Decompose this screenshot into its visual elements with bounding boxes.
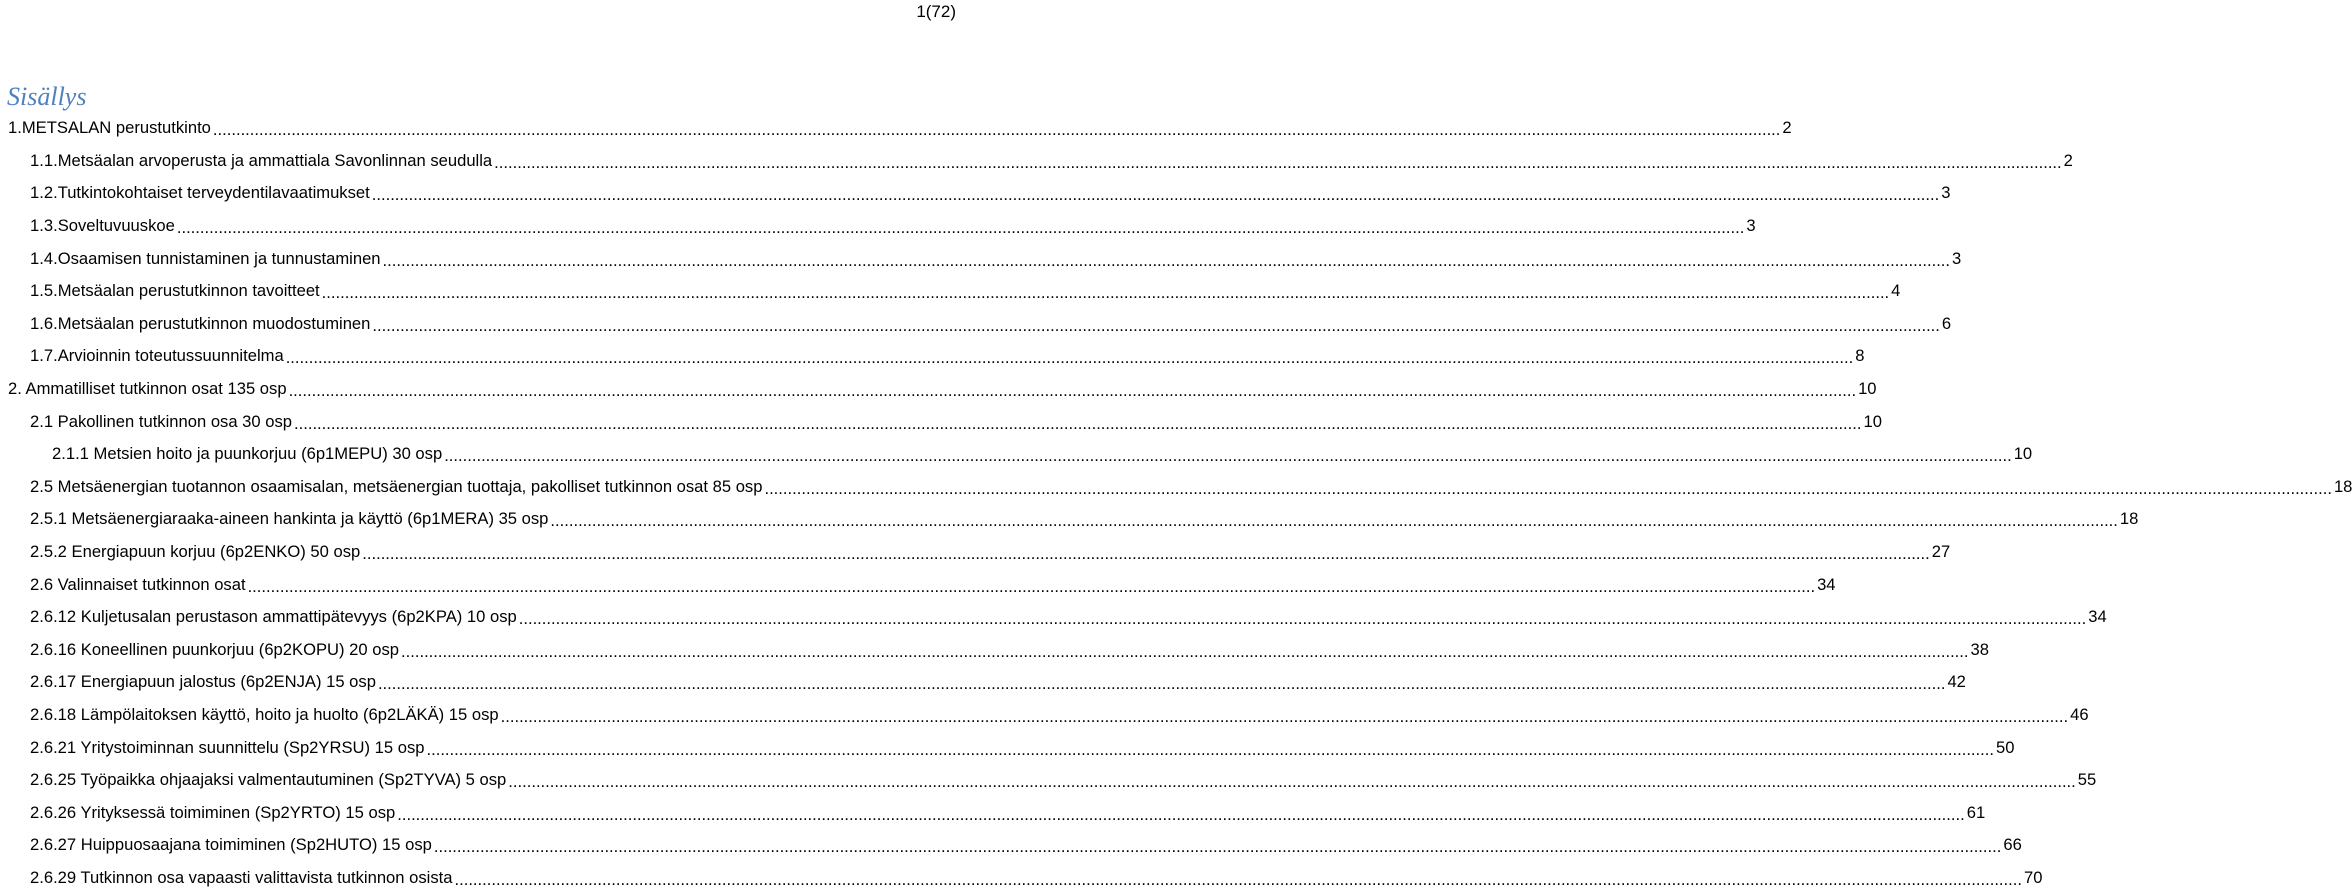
- toc-entry-number: 1.2.: [30, 183, 58, 203]
- toc-entry-title: Metsäalan perustutkinnon tavoitteet: [57, 281, 320, 301]
- dot-leader: [372, 187, 1940, 203]
- toc-entry[interactable]: [30, 666, 1966, 699]
- toc-entry[interactable]: [8, 373, 1877, 406]
- dot-leader: [177, 220, 1745, 236]
- dot-leader: [501, 709, 2069, 725]
- toc-entry-page: 46: [2070, 705, 2089, 725]
- dot-leader: [286, 350, 1854, 366]
- toc-title: Sisällys: [7, 82, 87, 111]
- toc-entry-number: 1.6.: [30, 313, 58, 333]
- toc-entry[interactable]: [30, 471, 2352, 504]
- toc-entry-page: 18: [2333, 476, 2352, 496]
- toc-entry-page: 66: [2003, 835, 2022, 855]
- toc-entry-title: 2.6.16 Koneellinen puunkorjuu (6p2KOPU) 20 osp: [30, 639, 400, 659]
- toc-entry-title: 2.6.17 Energiapuun jalostus (6p2ENJA) 15 osp: [30, 672, 376, 692]
- toc-entry[interactable]: [30, 764, 2097, 797]
- dot-leader: [444, 448, 2012, 464]
- toc-entry-title: 2.5 Metsäenergian tuotannon osaamisalan, metsäenergian tuottaja, pakolliset tutkinnon osat 85 osp: [30, 476, 763, 496]
- toc-entry-page: 38: [1970, 639, 1989, 659]
- toc-entry-title: 2.1 Pakollinen tutkinnon osa 30 osp: [30, 411, 292, 431]
- dot-leader: [322, 285, 1890, 301]
- dot-leader: [494, 155, 2062, 171]
- toc-entry[interactable]: [30, 275, 1901, 308]
- dot-leader: [401, 644, 1969, 660]
- toc-entry-title: 2.6.27 Huippuosaajana toimiminen (Sp2HUTO) 15 osp: [30, 835, 432, 855]
- toc-entry-number: 1.1.: [30, 150, 58, 170]
- toc-entry-page: 2: [1782, 118, 1792, 138]
- toc-entry-title: Metsäalan arvoperusta ja ammattiala Savonlinnan seudulla: [57, 150, 493, 170]
- toc-entry[interactable]: [30, 536, 1951, 569]
- toc-entry-page: 70: [2023, 868, 2043, 888]
- toc-entry[interactable]: [30, 308, 1952, 341]
- toc-entry[interactable]: [30, 862, 2043, 895]
- toc-entry-title: Arvioinnin toteutussuunnitelma: [57, 346, 284, 366]
- toc-entry-title: 2.5.1 Metsäenergiaraaka-aineen hankinta ja käyttö (6p1MERA) 35 osp: [30, 509, 549, 529]
- toc-entry-title: 2.6 Valinnaiset tutkinnon osat: [30, 574, 246, 594]
- dot-leader: [397, 807, 1965, 823]
- toc-entry[interactable]: [52, 438, 2033, 471]
- dot-leader: [426, 742, 1994, 758]
- toc-entry-page: 61: [1966, 802, 1986, 822]
- toc-entry-title: Tutkintokohtaiset terveydentilavaatimukset: [57, 183, 370, 203]
- toc-entry-title: 2.6.18 Lämpölaitoksen käyttö, hoito ja huolto (6p2LÄKÄ) 15 osp: [30, 705, 499, 725]
- toc-entry-page: 50: [1995, 737, 2015, 757]
- dot-leader: [519, 611, 2087, 627]
- toc-entry-title: 2.6.12 Kuljetusalan perustason ammattipätevyys (6p2KPA) 10 osp: [30, 607, 517, 627]
- toc-entry[interactable]: [30, 797, 1986, 830]
- toc-entry-title: METSALAN perustutkinto: [21, 118, 211, 138]
- dot-leader: [372, 318, 1940, 334]
- toc-entry-number: 1.5.: [30, 281, 58, 301]
- dot-leader: [550, 513, 2118, 529]
- toc-entry-page: 10: [2013, 444, 2033, 464]
- toc-entry-number: 1.3.: [30, 216, 58, 236]
- toc-entry-number: 1.7.: [30, 346, 58, 366]
- dot-leader: [383, 253, 1951, 269]
- dot-leader: [362, 546, 1930, 562]
- toc-entry-page: 34: [2088, 607, 2107, 627]
- toc-entry[interactable]: [30, 731, 2015, 764]
- dot-leader: [434, 839, 2002, 855]
- toc-entry[interactable]: [30, 340, 1865, 373]
- dot-leader: [294, 416, 1862, 432]
- toc-entry[interactable]: [30, 210, 1756, 243]
- dot-leader: [508, 774, 2076, 790]
- toc-entry[interactable]: [30, 699, 2089, 732]
- toc-entry[interactable]: [30, 829, 2022, 862]
- page-number: 1(72): [916, 2, 956, 21]
- toc-entry[interactable]: [30, 242, 1962, 275]
- toc-entry[interactable]: [30, 405, 1882, 438]
- toc-entry-page: 3: [1941, 183, 1951, 203]
- dot-leader: [764, 481, 2332, 497]
- toc-entry-title: 2.1.1 Metsien hoito ja puunkorjuu (6p1MEPU) 30 osp: [52, 444, 443, 464]
- toc-entry-number: 1.4.: [30, 248, 58, 268]
- dot-leader: [454, 872, 2022, 888]
- dot-leader: [289, 383, 1857, 399]
- toc-entry-title: 2.6.25 Työpaikka ohjaajaksi valmentautuminen (Sp2TYVA) 5 osp: [30, 770, 507, 790]
- toc-entry-page: 10: [1858, 379, 1877, 399]
- toc-entry-title: 2. Ammatilliset tutkinnon osat 135 osp: [8, 379, 287, 399]
- dot-leader: [378, 676, 1946, 692]
- toc-entry-page: 3: [1746, 216, 1756, 236]
- toc-entry-page: 27: [1931, 542, 1951, 562]
- toc-entry-page: 6: [1941, 313, 1952, 333]
- toc-entry-page: 2: [2063, 150, 2073, 170]
- toc-entry-page: 10: [1863, 411, 1882, 431]
- toc-entry[interactable]: [30, 503, 2139, 536]
- toc-entry-title: 2.5.2 Energiapuun korjuu (6p2ENKO) 50 osp: [30, 542, 361, 562]
- toc-entry-title: Metsäalan perustutkinnon muodostuminen: [57, 313, 371, 333]
- toc-entry-title: 2.6.29 Tutkinnon osa vapaasti valittavista tutkinnon osista: [30, 868, 453, 888]
- toc-entry-title: Osaamisen tunnistaminen ja tunnustaminen: [57, 248, 381, 268]
- toc-entry-page: 8: [1855, 346, 1865, 366]
- toc-entry-page: 18: [2119, 509, 2139, 529]
- dot-leader: [213, 122, 1781, 138]
- toc-entry-title: 2.6.26 Yrityksessä toimiminen (Sp2YRTO) 15 osp: [30, 802, 396, 822]
- toc-entry-title: 2.6.21 Yritystoiminnan suunnittelu (Sp2YRSU) 15 osp: [30, 737, 425, 757]
- toc-entry-page: 55: [2077, 770, 2097, 790]
- toc-entry-page: 4: [1891, 281, 1901, 301]
- toc-entry-number: 1.: [8, 118, 22, 138]
- toc-entry[interactable]: [30, 177, 1951, 210]
- toc-entry-page: 34: [1817, 574, 1836, 594]
- toc-entry[interactable]: [30, 145, 2073, 178]
- toc-entry[interactable]: [30, 601, 2107, 634]
- toc-entry[interactable]: [30, 568, 1836, 601]
- toc-entry-page: 3: [1952, 248, 1962, 268]
- dot-leader: [248, 579, 1816, 595]
- toc-entry[interactable]: [8, 112, 1792, 145]
- toc-entry[interactable]: [30, 634, 1989, 667]
- toc-entry-page: 42: [1947, 672, 1966, 692]
- toc-entry-title: Soveltuvuuskoe: [57, 216, 175, 236]
